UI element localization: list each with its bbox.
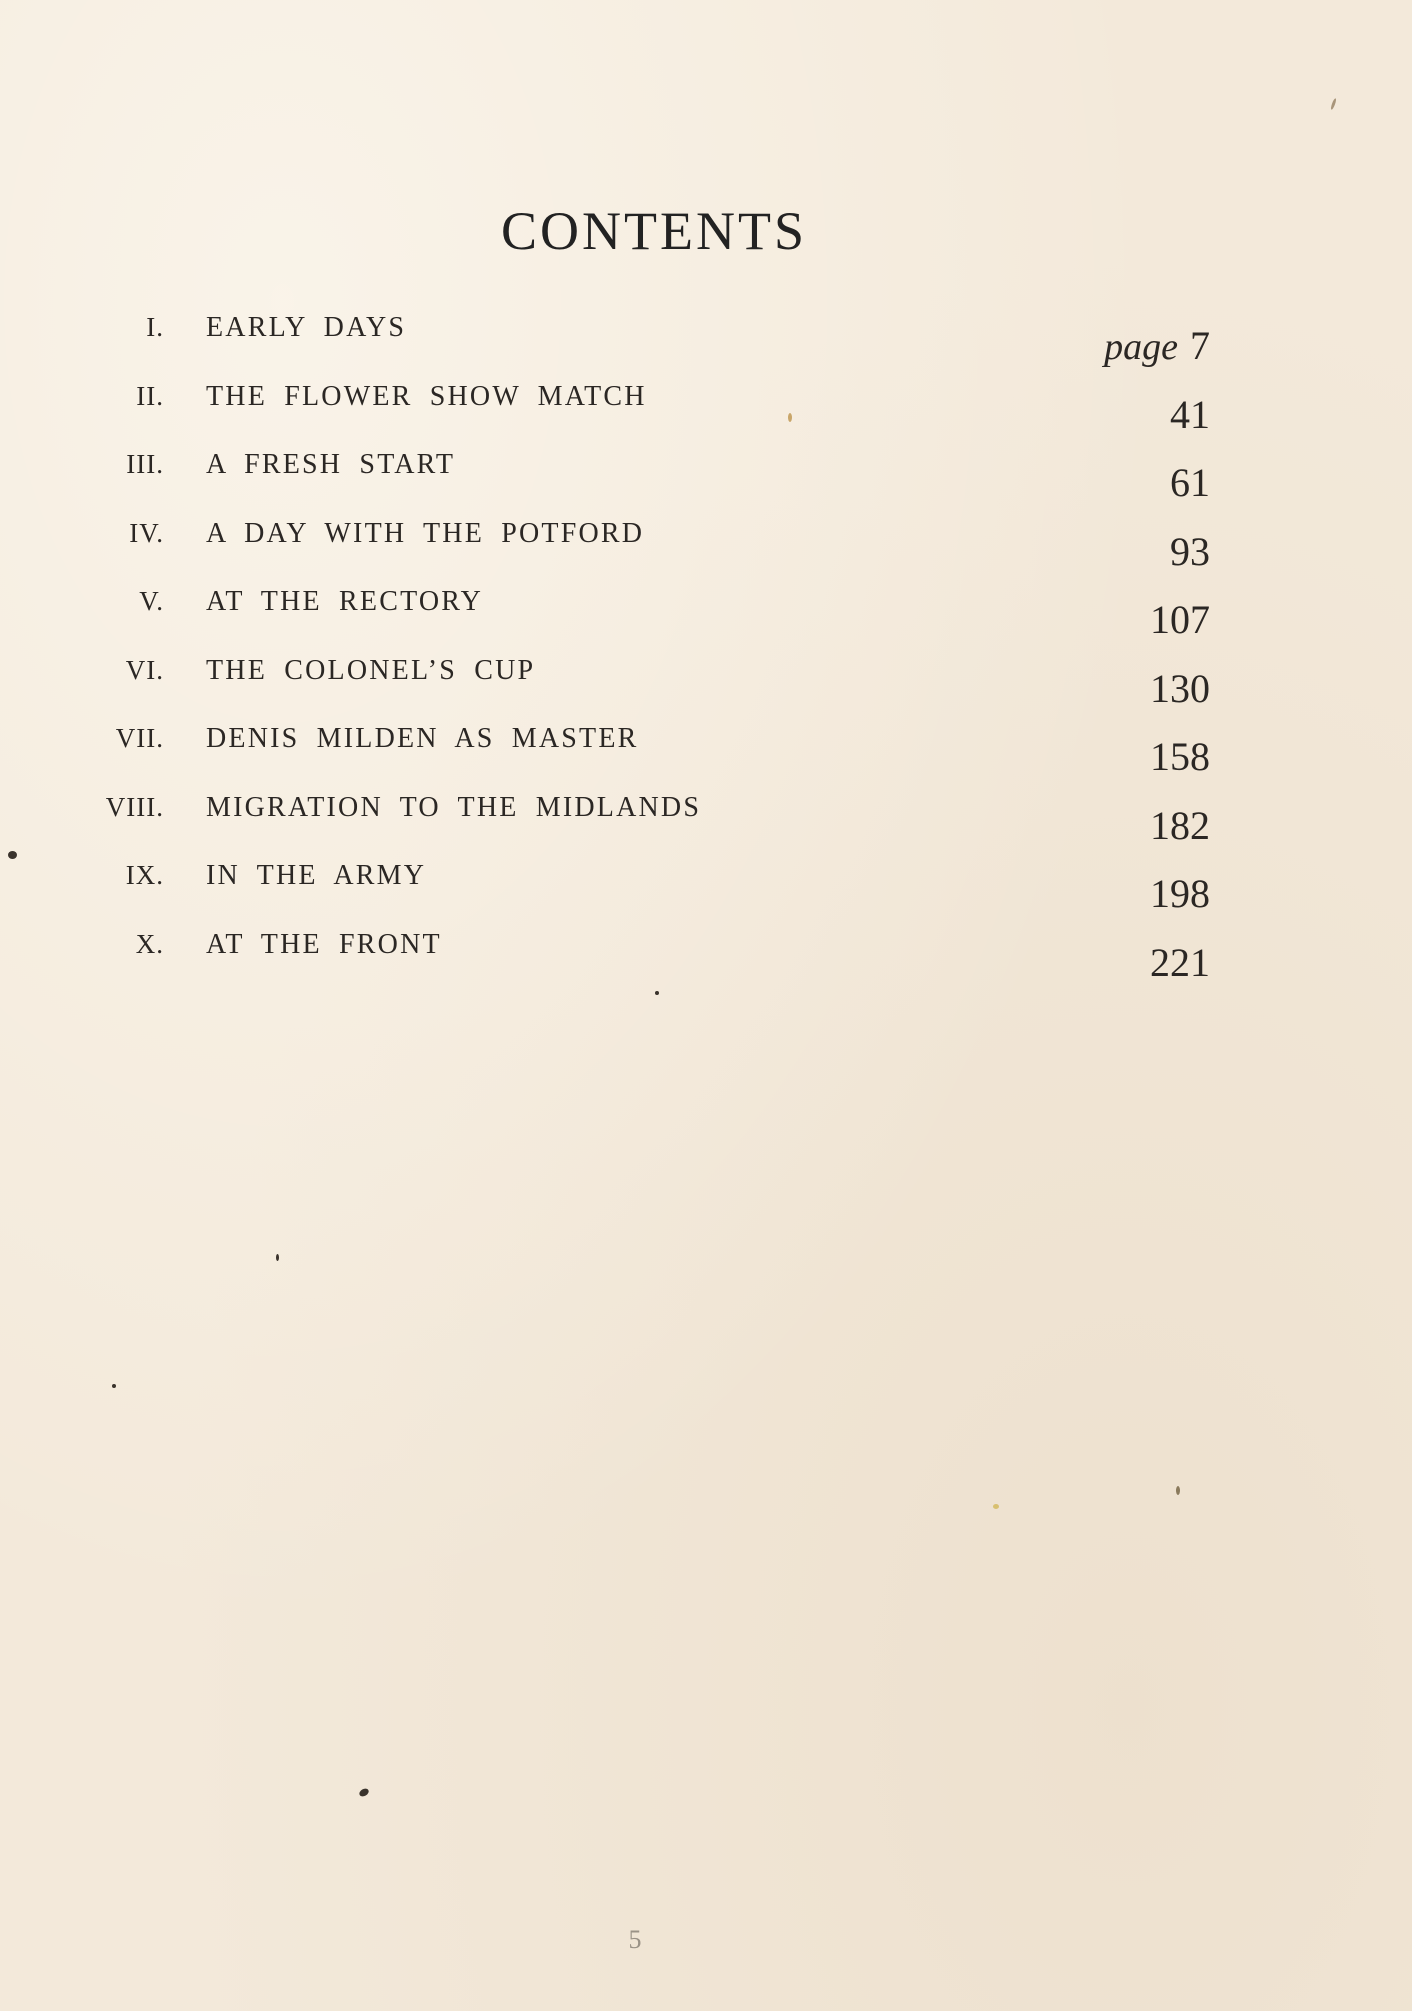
paper-speck xyxy=(1176,1486,1180,1495)
page-word: page xyxy=(1104,326,1178,368)
chapter-numeral: I. xyxy=(146,312,164,342)
toc-entry-3 xyxy=(0,445,1412,514)
toc-entry-9 xyxy=(0,856,1412,925)
chapter-title: EARLY DAYS xyxy=(206,312,407,343)
page-number: 7 xyxy=(1190,323,1210,368)
toc-entry-7 xyxy=(0,719,1412,788)
page-number: 130 xyxy=(1150,665,1210,711)
toc-entry-1 xyxy=(0,308,1412,377)
chapter-title: A DAY WITH THE POTFORD xyxy=(206,517,645,549)
paper-speck xyxy=(788,413,792,422)
chapter-numeral: II. xyxy=(136,380,164,411)
chapter-title: MIGRATION TO THE MIDLANDS xyxy=(206,791,702,823)
page-number: 198 xyxy=(1150,871,1210,916)
chapter-title: THE COLONEL’S CUP xyxy=(206,654,536,686)
chapter-title: A FRESH START xyxy=(206,449,456,480)
paper-speck xyxy=(112,1384,116,1388)
chapter-title: DENIS MILDEN AS MASTER xyxy=(206,723,639,754)
chapter-title: IN THE ARMY xyxy=(206,860,427,891)
toc-entry-4 xyxy=(0,514,1412,583)
toc-entry-6 xyxy=(0,651,1412,720)
toc-entry-5 xyxy=(0,582,1412,651)
chapter-numeral: X. xyxy=(135,928,164,959)
paper-speck xyxy=(8,851,17,859)
chapter-numeral: IV. xyxy=(129,517,164,548)
chapter-numeral: VI. xyxy=(125,654,164,685)
page-number: 182 xyxy=(1150,802,1210,848)
table-of-contents xyxy=(0,308,1412,993)
paper-speck xyxy=(655,991,659,995)
paper-speck xyxy=(993,1504,999,1509)
page-reference xyxy=(1104,322,1210,369)
toc-entry-2 xyxy=(0,377,1412,446)
toc-entry-8 xyxy=(0,788,1412,857)
page-number: 107 xyxy=(1150,597,1210,642)
chapter-title: AT THE RECTORY xyxy=(206,586,484,617)
paper-speck xyxy=(1330,98,1337,110)
paper-speck xyxy=(276,1254,279,1261)
page-number: 221 xyxy=(1150,939,1210,985)
chapter-numeral: IX. xyxy=(125,860,164,890)
page-number: 158 xyxy=(1150,734,1210,779)
chapter-title: AT THE FRONT xyxy=(206,928,442,960)
page-number: 61 xyxy=(1170,460,1210,505)
page-number: 93 xyxy=(1170,528,1210,574)
contents-heading: CONTENTS xyxy=(501,201,807,261)
toc-entry-10 xyxy=(0,925,1412,994)
folio-page-number: 5 xyxy=(628,1925,642,1954)
chapter-numeral: VIII. xyxy=(105,791,164,822)
chapter-numeral: V. xyxy=(139,586,164,616)
paper-speck xyxy=(358,1787,370,1798)
chapter-title: THE FLOWER SHOW MATCH xyxy=(206,380,647,412)
page-number: 41 xyxy=(1170,391,1210,437)
chapter-numeral: VII. xyxy=(115,723,164,753)
chapter-numeral: III. xyxy=(126,449,164,479)
